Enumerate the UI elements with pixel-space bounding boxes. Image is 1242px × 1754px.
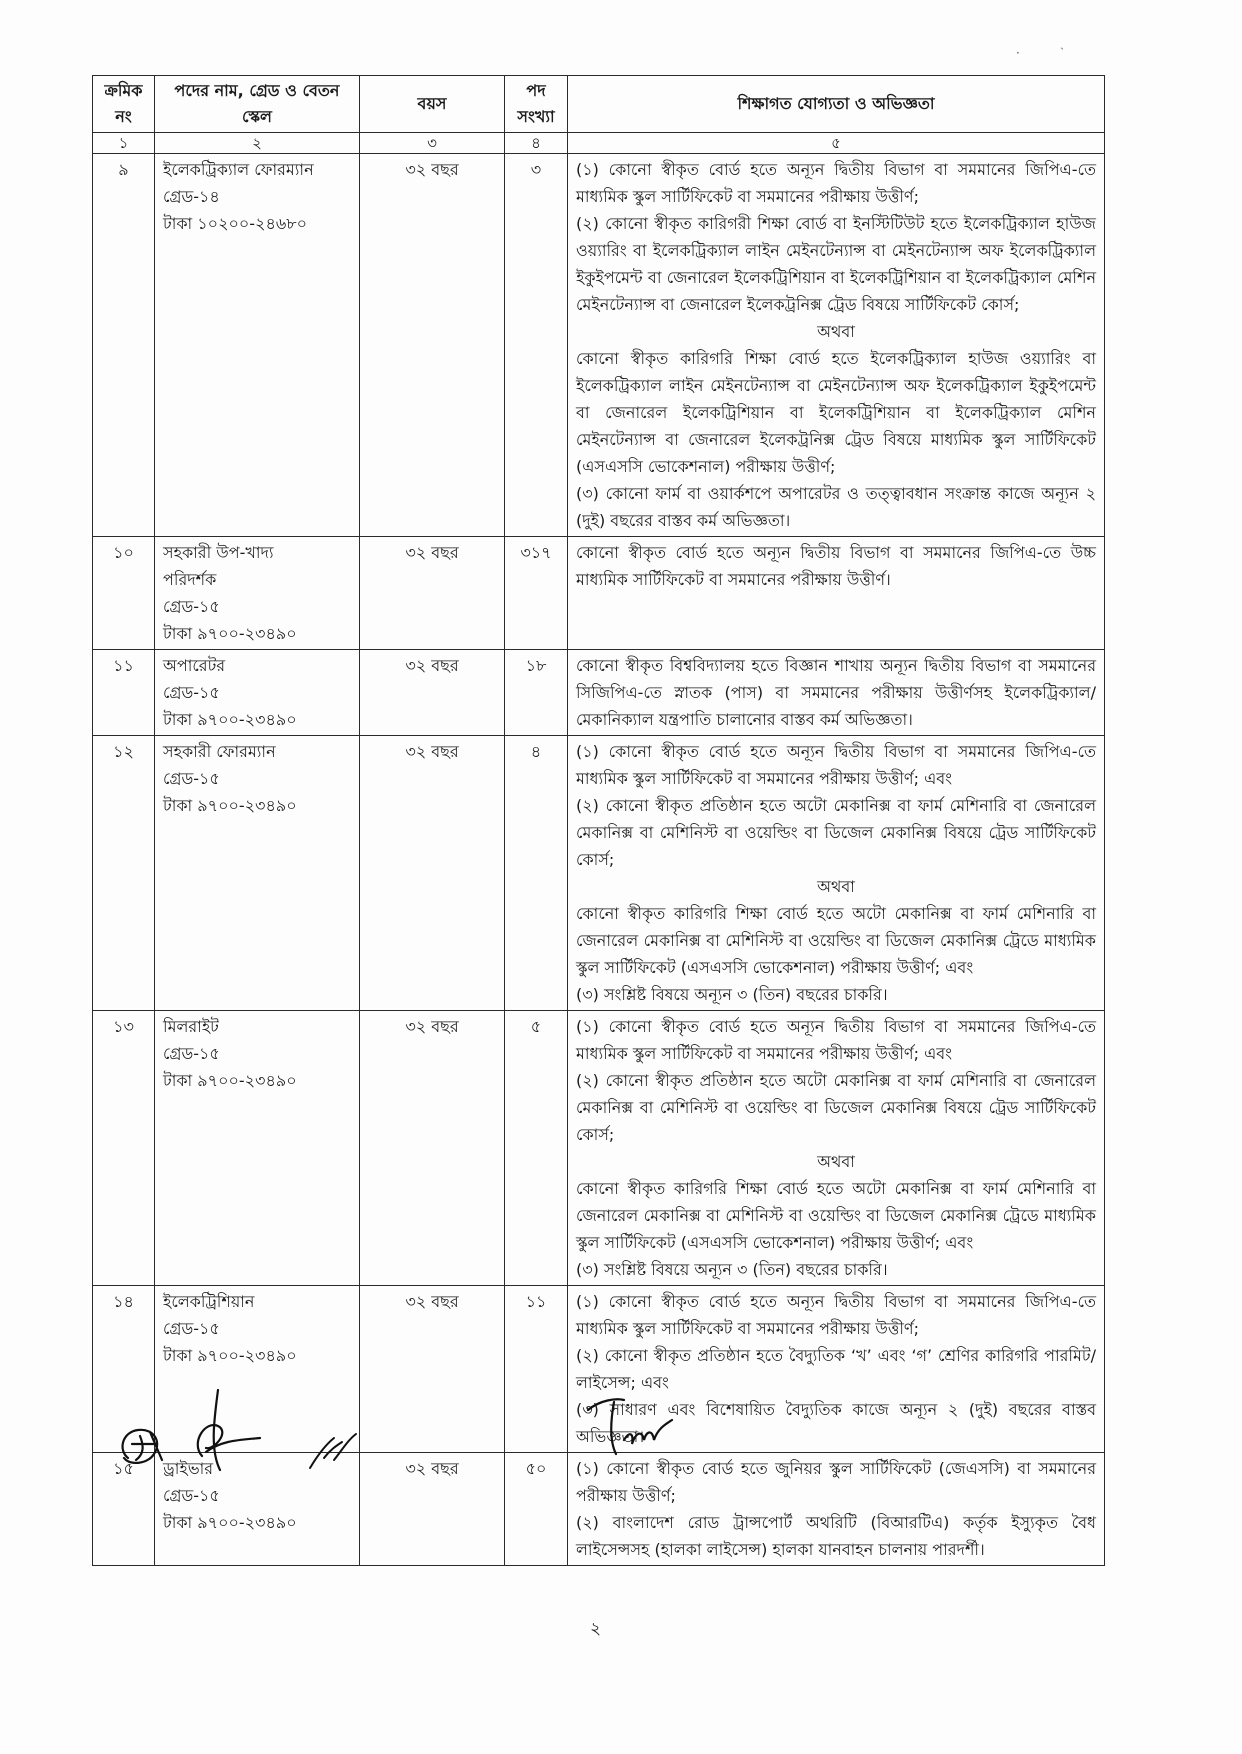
cell-age: ৩২ বছর	[360, 537, 505, 650]
qualification-item: (১) কোনো স্বীকৃত বোর্ড হতে জুনিয়র স্কুল সার্টিফিকেট (জেএসসি) বা সমমানের পরীক্ষায় উত্তীর্ণ;	[576, 1459, 1096, 1505]
cell-count: ৩	[505, 154, 568, 537]
column-index: ৪	[505, 133, 568, 154]
qualification-item: কোনো স্বীকৃত বিশ্ববিদ্যালয় হতে বিজ্ঞান শাখায় অন্যূন দ্বিতীয় বিভাগ বা সমমানের সিজিপিএ-তে স্নাতক (পাস) বা সমমানের পরীক্ষায় উত্তীর্ণসহ ইলেকট্রিক্যাল/মেকানিক্যাল যন্ত্রপাতি চালানোর বাস্তব কর্ম অভিজ্ঞতা।	[576, 656, 1096, 729]
table-row	[93, 650, 1105, 736]
qualification-item: কোনো স্বীকৃত কারিগরি শিক্ষা বোর্ড হতে ইলেকট্রিক্যাল হাউজ ওয়্যারিং বা ইলেকট্রিক্যাল লাইন মেইনটেন্যান্স বা মেইনটেন্যান্স অফ ইলেকট্রিক্যাল ইকুইপমেন্ট বা জেনারেল ইলেকট্রিশিয়ান বা ইলেকট্রিশিয়ান বা ইলেকট্রিক্যাল মেশিন মেইনটেন্যান্স বা জেনারেল ইলেকট্রনিক্স ট্রেড বিষয়ে মাধ্যমিক স্কুল সার্টিফিকেট (এসএসসি ভোকেশনাল) পরীক্ষায় উত্তীর্ণ;	[576, 349, 1096, 476]
header-count: পদ সংখ্যা	[505, 76, 568, 133]
cell-age: ৩২ বছর	[360, 1011, 505, 1286]
cell-post	[155, 1011, 360, 1286]
column-index: ২	[155, 133, 360, 154]
table-body	[93, 154, 1105, 1566]
cell-age: ৩২ বছর	[360, 154, 505, 537]
cell-serial: ১০	[93, 537, 155, 650]
scan-mark-icon: ·	[1016, 46, 1020, 60]
cell-post	[155, 736, 360, 1011]
cell-qualification	[568, 650, 1105, 736]
cell-count: ৩১৭	[505, 537, 568, 650]
post-line: গ্রেড-১৫	[163, 1044, 220, 1063]
qualification-item: (৩) কোনো ফার্ম বা ওয়ার্কশপে অপারেটর ও তত্ত্বাবধান সংক্রান্ত কাজে অন্যূন ২ (দুই) বছরের বাস্তব কর্ম অভিজ্ঞতা।	[576, 484, 1096, 530]
post-line: টাকা ৯৭০০-২৩৪৯০	[163, 1071, 297, 1090]
qualification-item: (১) কোনো স্বীকৃত বোর্ড হতে অন্যূন দ্বিতীয় বিভাগ বা সমমানের জিপিএ-তে মাধ্যমিক স্কুল সার্টিফিকেট বা সমমানের পরীক্ষায় উত্তীর্ণ;	[576, 160, 1096, 206]
post-line: অপারেটর	[163, 656, 226, 675]
post-line: টাকা ৯৭০০-২৩৪৯০	[163, 624, 297, 643]
qualification-item: (২) কোনো স্বীকৃত কারিগরী শিক্ষা বোর্ড বা ইনস্টিটিউট হতে ইলেকট্রিক্যাল হাউজ ওয়্যারিং বা ইলেকট্রিক্যাল লাইন মেইনটেন্যান্স বা মেইনটেন্যান্স অফ ইলেকট্রিক্যাল ইকুইপমেন্ট বা জেনারেল ইলেকট্রিশিয়ান বা ইলেকট্রিশিয়ান বা ইলেকট্রিক্যাল মেশিন মেইনটেন্যান্স বা জেনারেল ইলেকট্রনিক্স ট্রেড বিষয়ে সার্টিফিকেট কোর্স;	[576, 214, 1096, 314]
cell-serial: ১৪	[93, 1286, 155, 1453]
cell-age: ৩২ বছর	[360, 1286, 505, 1453]
post-line: ড্রাইভার	[163, 1459, 214, 1478]
qualification-or: অথবা	[817, 322, 855, 341]
page-number: ২	[590, 1619, 602, 1639]
qualification-item: কোনো স্বীকৃত কারিগরি শিক্ষা বোর্ড হতে অটো মেকানিক্স বা ফার্ম মেশিনারি বা জেনারেল মেকানিক্স বা মেশিনিস্ট বা ওয়েল্ডিং বা ডিজেল মেকানিক্স ট্রেডে মাধ্যমিক স্কুল সার্টিফিকেট (এসএসসি ভোকেশনাল) পরীক্ষায় উত্তীর্ণ; এবং	[576, 1179, 1096, 1252]
post-line: গ্রেড-১৫	[163, 1486, 220, 1505]
cell-count: ১১	[505, 1286, 568, 1453]
post-line: ইলেকট্রিক্যাল ফোরম্যান	[163, 160, 314, 179]
qualification-item: কোনো স্বীকৃত কারিগরি শিক্ষা বোর্ড হতে অটো মেকানিক্স বা ফার্ম মেশিনারি বা জেনারেল মেকানিক্স বা মেশিনিস্ট বা ওয়েল্ডিং বা ডিজেল মেকানিক্স ট্রেডে মাধ্যমিক স্কুল সার্টিফিকেট (এসএসসি ভোকেশনাল) পরীক্ষায় উত্তীর্ণ; এবং	[576, 904, 1096, 977]
cell-serial: ১১	[93, 650, 155, 736]
header-post: পদের নাম, গ্রেড ও বেতন স্কেল	[155, 76, 360, 133]
post-line: পরিদর্শক	[163, 570, 217, 589]
post-line: সহকারী উপ-খাদ্য	[163, 543, 274, 562]
signature-1-icon	[110, 1380, 390, 1490]
qualification-item: (১) কোনো স্বীকৃত বোর্ড হতে অন্যূন দ্বিতীয় বিভাগ বা সমমানের জিপিএ-তে মাধ্যমিক স্কুল সার্টিফিকেট বা সমমানের পরীক্ষায় উত্তীর্ণ; এবং	[576, 1017, 1096, 1063]
cell-qualification	[568, 736, 1105, 1011]
cell-serial: ১৩	[93, 1011, 155, 1286]
qualification-item: (৩) সাধারণ এবং বিশেষায়িত বৈদ্যুতিক কাজে অন্যূন ২ (দুই) বছরের বাস্তব অভিজ্ঞতা।	[576, 1400, 1096, 1446]
qualification-item: (২) কোনো স্বীকৃত প্রতিষ্ঠান হতে অটো মেকানিক্স বা ফার্ম মেশিনারি বা জেনারেল মেকানিক্স বা মেশিনিস্ট বা ওয়েল্ডিং বা ডিজেল মেকানিক্স বিষয়ে ট্রেড সার্টিফিকেট কোর্স;	[576, 796, 1096, 869]
cell-serial: ১২	[93, 736, 155, 1011]
header-qualification: শিক্ষাগত যোগ্যতা ও অভিজ্ঞতা	[568, 76, 1105, 133]
cell-post	[155, 154, 360, 537]
scan-mark-icon: ˴	[1060, 40, 1064, 54]
post-line: মিলরাইট	[163, 1017, 219, 1036]
cell-count: ১৮	[505, 650, 568, 736]
qualification-item: (২) কোনো স্বীকৃত প্রতিষ্ঠান হতে বৈদ্যুতিক ‘খ’ এবং ‘গ’ শ্রেণির কারিগরি পারমিট/লাইসেন্স; এবং	[576, 1346, 1096, 1392]
column-index: ১	[93, 133, 155, 154]
cell-count: ৫	[505, 1011, 568, 1286]
qualification-item: (৩) সংশ্লিষ্ট বিষয়ে অন্যূন ৩ (তিন) বছরের চাকরি।	[576, 1260, 888, 1279]
header-row	[93, 76, 1105, 133]
table-row	[93, 154, 1105, 537]
post-line: গ্রেড-১৫	[163, 597, 220, 616]
signature-2-icon	[580, 1380, 690, 1470]
column-index-row	[93, 133, 1105, 154]
cell-count: ৪	[505, 736, 568, 1011]
qualification-or: অথবা	[817, 877, 855, 896]
cell-serial: ৯	[93, 154, 155, 537]
table-row	[93, 1011, 1105, 1286]
cell-qualification	[568, 154, 1105, 537]
post-line: সহকারী ফোরম্যান	[163, 742, 276, 761]
cell-qualification	[568, 1011, 1105, 1286]
post-line: গ্রেড-১৫	[163, 1319, 220, 1338]
post-line: টাকা ৯৭০০-২৩৪৯০	[163, 1513, 297, 1532]
post-line: গ্রেড-১৪	[163, 187, 220, 206]
cell-age: ৩২ বছর	[360, 736, 505, 1011]
column-index: ৫	[568, 133, 1105, 154]
post-line: টাকা ৯৭০০-২৩৪৯০	[163, 710, 297, 729]
cell-post	[155, 650, 360, 736]
post-line: টাকা ১০২০০-২৪৬৮০	[163, 214, 308, 233]
header-serial: ক্রমিক নং	[93, 76, 155, 133]
table-row	[93, 537, 1105, 650]
post-line: ইলেকট্রিশিয়ান	[163, 1292, 255, 1311]
cell-serial: ১৫	[93, 1453, 155, 1566]
qualification-item: (১) কোনো স্বীকৃত বোর্ড হতে অন্যূন দ্বিতীয় বিভাগ বা সমমানের জিপিএ-তে মাধ্যমিক স্কুল সার্টিফিকেট বা সমমানের পরীক্ষায় উত্তীর্ণ;	[576, 1292, 1096, 1338]
header-age: বয়স	[360, 76, 505, 133]
qualification-item: (২) বাংলাদেশ রোড ট্রান্সপোর্ট অথরিটি (বিআরটিএ) কর্তৃক ইস্যুকৃত বৈধ লাইসেন্সসহ (হালকা লাইসেন্স) হালকা যানবাহন চালনায় পারদর্শী।	[576, 1513, 1096, 1559]
post-line: টাকা ৯৭০০-২৩৪৯০	[163, 1346, 297, 1365]
qualification-item: (২) কোনো স্বীকৃত প্রতিষ্ঠান হতে অটো মেকানিক্স বা ফার্ম মেশিনারি বা জেনারেল মেকানিক্স বা মেশিনিস্ট বা ওয়েল্ডিং বা ডিজেল মেকানিক্স বিষয়ে ট্রেড সার্টিফিকেট কোর্স;	[576, 1071, 1096, 1144]
cell-age: ৩২ বছর	[360, 650, 505, 736]
column-index: ৩	[360, 133, 505, 154]
cell-age: ৩২ বছর	[360, 1453, 505, 1566]
table-row	[93, 736, 1105, 1011]
qualification-item: (১) কোনো স্বীকৃত বোর্ড হতে অন্যূন দ্বিতীয় বিভাগ বা সমমানের জিপিএ-তে মাধ্যমিক স্কুল সার্টিফিকেট বা সমমানের পরীক্ষায় উত্তীর্ণ; এবং	[576, 742, 1096, 788]
cell-count: ৫০	[505, 1453, 568, 1566]
qualification-item: (৩) সংশ্লিষ্ট বিষয়ে অন্যূন ৩ (তিন) বছরের চাকরি।	[576, 985, 888, 1004]
recruitment-table	[92, 75, 1105, 1566]
post-line: টাকা ৯৭০০-২৩৪৯০	[163, 796, 297, 815]
post-line: গ্রেড-১৫	[163, 683, 220, 702]
qualification-or: অথবা	[817, 1152, 855, 1171]
cell-qualification	[568, 537, 1105, 650]
cell-post	[155, 537, 360, 650]
qualification-item: কোনো স্বীকৃত বোর্ড হতে অন্যূন দ্বিতীয় বিভাগ বা সমমানের জিপিএ-তে উচ্চ মাধ্যমিক সার্টিফিকেট বা সমমানের পরীক্ষায় উত্তীর্ণ।	[576, 543, 1096, 589]
post-line: গ্রেড-১৫	[163, 769, 220, 788]
